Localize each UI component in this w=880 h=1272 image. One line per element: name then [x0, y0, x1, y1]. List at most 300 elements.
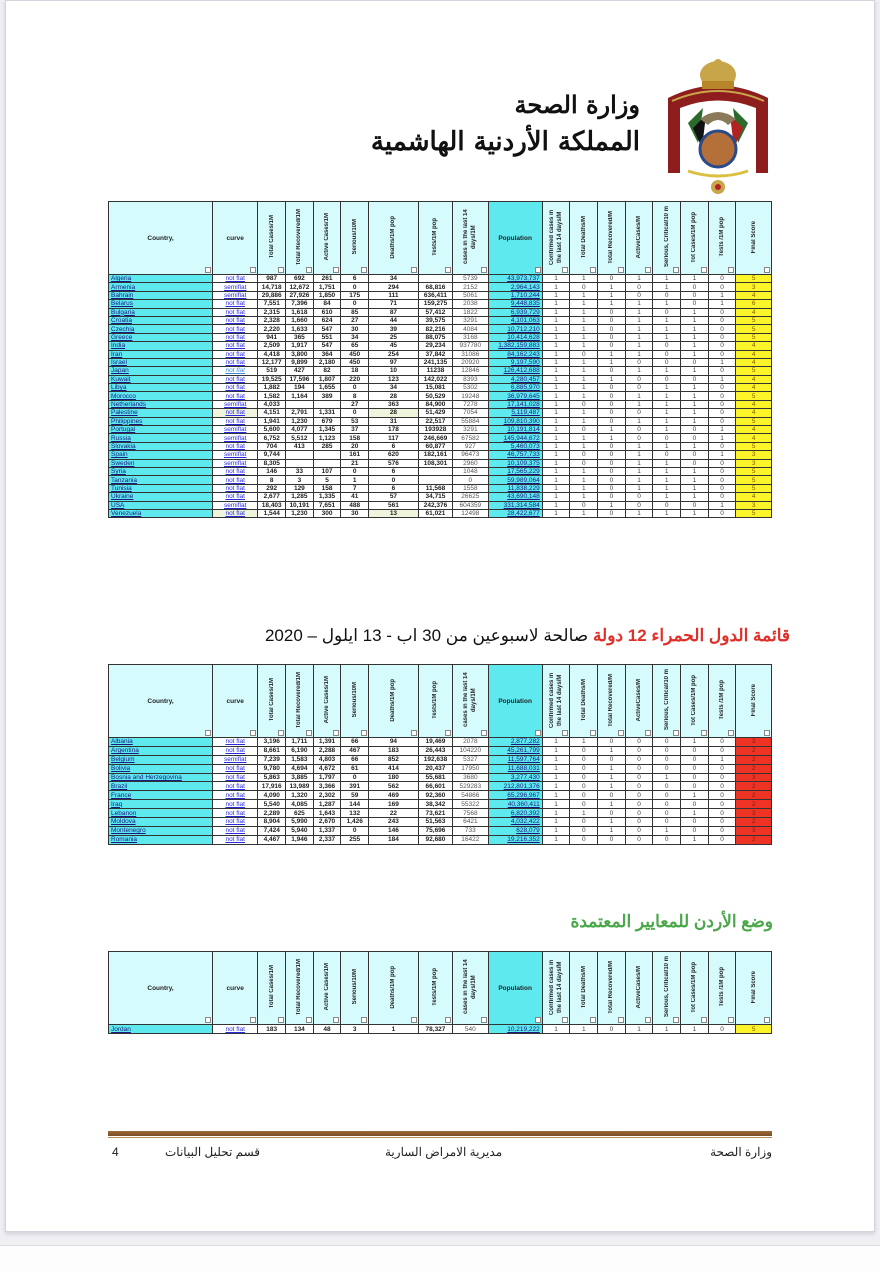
curve-link[interactable]: not flat	[213, 1025, 258, 1034]
country-link[interactable]: Venezuela	[109, 509, 213, 517]
country-link[interactable]: Bahrain	[109, 291, 213, 299]
column-header-activecases-m[interactable]	[625, 952, 653, 1025]
criterion-cell: 1	[681, 392, 709, 400]
column-header-total-recovered-1m[interactable]	[286, 665, 314, 738]
population-link[interactable]: 4,101,063	[488, 316, 542, 324]
column-header-tests-1m-pop[interactable]	[708, 202, 736, 275]
population-link[interactable]: 2,964,143	[488, 283, 542, 291]
curve-link[interactable]: not flat	[213, 800, 258, 809]
curve-link[interactable]: semiflat	[213, 451, 258, 459]
column-header-tot-cases-1m-pop[interactable]	[681, 952, 709, 1025]
column-header-total-deaths-m[interactable]	[570, 665, 598, 738]
country-link[interactable]: Slovakia	[109, 442, 213, 450]
population-link[interactable]: 3,277,430	[488, 773, 542, 782]
column-header-serious-10m[interactable]	[341, 202, 369, 275]
curve-link[interactable]: not flat	[213, 300, 258, 308]
country-link[interactable]: Spain	[109, 451, 213, 459]
population-link[interactable]: 11,597,764	[488, 755, 542, 764]
population-link[interactable]: 2,877,282	[488, 738, 542, 747]
country-link[interactable]: Belarus	[109, 300, 213, 308]
curve-link[interactable]: not flat	[213, 773, 258, 782]
filter-dropdown-icon[interactable]	[535, 1017, 541, 1023]
population-link[interactable]: 28,422,677	[488, 509, 542, 517]
filter-dropdown-icon[interactable]	[445, 730, 451, 736]
column-header-final-score[interactable]	[736, 952, 772, 1025]
population-link[interactable]: 10,219,222	[488, 1025, 542, 1034]
population-link[interactable]: 11,688,031	[488, 764, 542, 773]
population-link[interactable]: 10,109,375	[488, 459, 542, 467]
column-header-activecases-m[interactable]	[625, 202, 653, 275]
country-link[interactable]: Albania	[109, 738, 213, 747]
curve-link[interactable]: not flat	[213, 509, 258, 517]
country-link[interactable]: Croatia	[109, 316, 213, 324]
column-header-population[interactable]	[488, 202, 542, 275]
curve-link[interactable]: semiflat	[213, 400, 258, 408]
country-link[interactable]: Palestine	[109, 409, 213, 417]
column-header-serious-critical-10-m[interactable]	[653, 202, 681, 275]
population-link[interactable]: 10,414,628	[488, 333, 542, 341]
population-link[interactable]: 4,280,457	[488, 375, 542, 383]
population-link[interactable]: 43,973,737	[488, 275, 542, 283]
criterion-cell: 0	[681, 755, 709, 764]
curve-link[interactable]: semiflat	[213, 459, 258, 467]
population-link[interactable]: 17,141,028	[488, 400, 542, 408]
filter-dropdown-icon[interactable]	[278, 1017, 284, 1023]
country-link[interactable]: Argentina	[109, 746, 213, 755]
metric-cell: 146	[369, 826, 419, 835]
criterion-cell: 1	[570, 325, 598, 333]
metric-cell: 158	[313, 484, 341, 492]
final-score-cell: 4	[736, 308, 772, 316]
filter-dropdown-icon[interactable]	[645, 267, 651, 273]
criterion-cell: 0	[708, 417, 736, 425]
country-link[interactable]: Netherlands	[109, 400, 213, 408]
filter-dropdown-icon[interactable]	[764, 730, 770, 736]
filter-dropdown-icon[interactable]	[645, 1017, 651, 1023]
country-link[interactable]: USA	[109, 501, 213, 509]
column-header-country[interactable]	[109, 952, 213, 1025]
curve-link[interactable]: not flat	[213, 384, 258, 392]
column-header-total-deaths-m[interactable]	[570, 952, 598, 1025]
country-link[interactable]: Armenia	[109, 283, 213, 291]
curve-link[interactable]: not flat	[213, 342, 258, 350]
country-link[interactable]: Ukraine	[109, 493, 213, 501]
metric-cell: 28	[369, 392, 419, 400]
curve-link[interactable]: not flat	[213, 367, 258, 375]
population-link[interactable]: 45,261,799	[488, 746, 542, 755]
country-link[interactable]: Libya	[109, 384, 213, 392]
column-header-tot-cases-1m-pop[interactable]	[681, 202, 709, 275]
population-link[interactable]: 6,820,392	[488, 809, 542, 818]
metric-cell: 39,575	[418, 316, 452, 324]
metric-cell: 4,033	[258, 400, 286, 408]
country-link[interactable]: Belgium	[109, 755, 213, 764]
column-header-total-recovered-1m[interactable]	[286, 952, 314, 1025]
criterion-cell: 1	[570, 291, 598, 299]
filter-dropdown-icon[interactable]	[205, 267, 211, 273]
column-header-cases-in-the-last-14-days-1m[interactable]	[453, 952, 488, 1025]
filter-dropdown-icon[interactable]	[645, 730, 651, 736]
column-header-population[interactable]	[488, 952, 542, 1025]
filter-dropdown-icon[interactable]	[728, 267, 734, 273]
country-link[interactable]: Tunisia	[109, 484, 213, 492]
curve-link[interactable]: not flat	[213, 493, 258, 501]
metric-cell: 0	[341, 826, 369, 835]
curve-link[interactable]: not flat	[213, 358, 258, 366]
curve-link[interactable]: semiflat	[213, 434, 258, 442]
country-link[interactable]: Sweden	[109, 459, 213, 467]
cases-14d-cell: 927	[453, 442, 488, 450]
criterion-cell: 1	[598, 800, 626, 809]
population-link[interactable]: 5,460,073	[488, 442, 542, 450]
population-link[interactable]: 331,314,584	[488, 501, 542, 509]
curve-link[interactable]: semiflat	[213, 283, 258, 291]
country-link[interactable]: Bosnia and Herzegovina	[109, 773, 213, 782]
population-link[interactable]: 6,885,970	[488, 384, 542, 392]
population-link[interactable]: 145,944,672	[488, 434, 542, 442]
column-header-label: Population	[498, 234, 532, 242]
filter-dropdown-icon[interactable]	[411, 730, 417, 736]
curve-link[interactable]: not flat	[213, 764, 258, 773]
final-score-cell: 4	[736, 291, 772, 299]
filter-dropdown-icon[interactable]	[590, 267, 596, 273]
country-link[interactable]: Moldova	[109, 818, 213, 827]
metric-cell: 25	[369, 333, 419, 341]
curve-link[interactable]: not flat	[213, 308, 258, 316]
filter-dropdown-icon[interactable]	[562, 730, 568, 736]
country-link[interactable]: India	[109, 342, 213, 350]
population-link[interactable]: 10,191,814	[488, 426, 542, 434]
country-link[interactable]: Czechia	[109, 325, 213, 333]
column-header-final-score[interactable]	[736, 202, 772, 275]
population-link[interactable]: 9,448,835	[488, 300, 542, 308]
column-header-population[interactable]	[488, 665, 542, 738]
curve-link[interactable]: not flat	[213, 392, 258, 400]
column-header-active-cases-1m[interactable]	[313, 665, 341, 738]
column-header-tot-cases-1m-pop[interactable]	[681, 665, 709, 738]
metric-cell: 2,288	[313, 746, 341, 755]
column-header-label: Tests/1M pop	[432, 218, 439, 256]
column-header-curve[interactable]	[213, 952, 258, 1025]
curve-link[interactable]: semiflat	[213, 755, 258, 764]
curve-link[interactable]: not flat	[213, 442, 258, 450]
country-link[interactable]: Tanzania	[109, 476, 213, 484]
curve-link[interactable]: not flat	[213, 275, 258, 283]
country-link[interactable]: Morocco	[109, 392, 213, 400]
criterion-cell: 0	[681, 459, 709, 467]
population-link[interactable]: 36,979,645	[488, 392, 542, 400]
metric-cell: 28	[369, 409, 419, 417]
column-header-serious-critical-10-m[interactable]	[653, 952, 681, 1025]
metric-cell: 2,302	[313, 791, 341, 800]
column-header-serious-10m[interactable]	[341, 665, 369, 738]
metric-cell: 6	[369, 484, 419, 492]
curve-link[interactable]: not flat	[213, 746, 258, 755]
column-header-total-cases-1m[interactable]	[258, 952, 286, 1025]
population-link[interactable]: 4,032,422	[488, 818, 542, 827]
population-link[interactable]: 212,801,376	[488, 782, 542, 791]
population-link[interactable]: 11,838,229	[488, 484, 542, 492]
criterion-cell: 1	[598, 291, 626, 299]
table-row	[109, 459, 772, 467]
column-header-activecases-m[interactable]	[625, 665, 653, 738]
column-header-cases-in-the-last-14-days-1m[interactable]	[453, 665, 488, 738]
criterion-cell: 0	[598, 308, 626, 316]
filter-dropdown-icon[interactable]	[250, 730, 256, 736]
curve-link[interactable]: not flat	[213, 333, 258, 341]
country-link[interactable]: Brazil	[109, 782, 213, 791]
column-header-tests-1m-pop[interactable]	[708, 665, 736, 738]
metric-cell: 21	[341, 459, 369, 467]
column-header-tests-1m-pop[interactable]	[418, 202, 452, 275]
curve-link[interactable]: not flat	[213, 484, 258, 492]
curve-link[interactable]: not flat	[213, 375, 258, 383]
metric-cell: 182,161	[418, 451, 452, 459]
curve-link[interactable]: not flat	[213, 350, 258, 358]
filter-dropdown-icon[interactable]	[333, 730, 339, 736]
curve-link[interactable]: semiflat	[213, 426, 258, 434]
criterion-cell: 0	[708, 773, 736, 782]
filter-dropdown-icon[interactable]	[618, 730, 624, 736]
population-link[interactable]: 17,565,229	[488, 467, 542, 475]
filter-dropdown-icon[interactable]	[764, 267, 770, 273]
curve-link[interactable]: not flat	[213, 409, 258, 417]
filter-dropdown-icon[interactable]	[728, 1017, 734, 1023]
curve-link[interactable]: not flat	[213, 782, 258, 791]
column-header-confirmed-cases-in-the-last-14-days-m[interactable]	[542, 202, 570, 275]
filter-dropdown-icon[interactable]	[278, 730, 284, 736]
criterion-cell: 0	[708, 484, 736, 492]
country-link[interactable]: Bolivia	[109, 764, 213, 773]
country-link[interactable]: Iran	[109, 350, 213, 358]
metric-cell: 50,529	[418, 392, 452, 400]
filter-dropdown-icon[interactable]	[535, 267, 541, 273]
filter-dropdown-icon[interactable]	[361, 1017, 367, 1023]
population-link[interactable]: 59,989,064	[488, 476, 542, 484]
criterion-cell: 0	[653, 835, 681, 844]
population-link[interactable]: 10,712,210	[488, 325, 542, 333]
country-link[interactable]: Portugal	[109, 426, 213, 434]
population-link[interactable]: 628,079	[488, 826, 542, 835]
column-header-total-recovered-m[interactable]	[598, 665, 626, 738]
filter-dropdown-icon[interactable]	[411, 1017, 417, 1023]
metric-cell: 7,424	[258, 826, 286, 835]
criterion-cell: 1	[598, 746, 626, 755]
filter-dropdown-icon[interactable]	[306, 730, 312, 736]
population-link[interactable]: 5,119,487	[488, 409, 542, 417]
filter-dropdown-icon[interactable]	[445, 1017, 451, 1023]
metric-cell: 0	[341, 467, 369, 475]
population-link[interactable]: 43,690,148	[488, 493, 542, 501]
column-header-cases-in-the-last-14-days-1m[interactable]	[453, 202, 488, 275]
criterion-cell: 0	[570, 459, 598, 467]
country-link[interactable]: Lebanon	[109, 809, 213, 818]
country-link[interactable]: Syria	[109, 467, 213, 475]
metric-cell: 41	[341, 493, 369, 501]
cases-14d-cell: 20920	[453, 358, 488, 366]
filter-dropdown-icon[interactable]	[673, 267, 679, 273]
metric-cell: 3,196	[258, 738, 286, 747]
curve-link[interactable]: not flat	[213, 325, 258, 333]
cases-14d-cell: 8393	[453, 375, 488, 383]
column-header-total-recovered-1m[interactable]	[286, 202, 314, 275]
column-header-confirmed-cases-in-the-last-14-days-m[interactable]	[542, 952, 570, 1025]
column-header-label: Serious, Critical/10 m	[663, 669, 670, 731]
column-header-final-score[interactable]	[736, 665, 772, 738]
filter-dropdown-icon[interactable]	[562, 1017, 568, 1023]
filter-dropdown-icon[interactable]	[590, 730, 596, 736]
filter-dropdown-icon[interactable]	[481, 267, 487, 273]
column-header-curve[interactable]	[213, 665, 258, 738]
filter-dropdown-icon[interactable]	[278, 267, 284, 273]
final-score-cell: 5	[736, 316, 772, 324]
filter-dropdown-icon[interactable]	[306, 1017, 312, 1023]
filter-dropdown-icon[interactable]	[481, 1017, 487, 1023]
column-header-tests-1m-pop[interactable]	[418, 665, 452, 738]
country-link[interactable]: Iraq	[109, 800, 213, 809]
column-header-country[interactable]	[109, 202, 213, 275]
metric-cell: 3,800	[286, 350, 314, 358]
column-header-country[interactable]	[109, 665, 213, 738]
population-link[interactable]: 126,412,688	[488, 367, 542, 375]
metric-cell: 31	[369, 417, 419, 425]
curve-link[interactable]: not flat	[213, 826, 258, 835]
filter-dropdown-icon[interactable]	[361, 267, 367, 273]
filter-dropdown-icon[interactable]	[205, 730, 211, 736]
column-header-serious-critical-10-m[interactable]	[653, 665, 681, 738]
filter-dropdown-icon[interactable]	[333, 267, 339, 273]
filter-dropdown-icon[interactable]	[764, 1017, 770, 1023]
population-link[interactable]: 1,710,244	[488, 291, 542, 299]
metric-cell: 129	[286, 484, 314, 492]
column-header-tests-1m-pop[interactable]	[418, 952, 452, 1025]
country-link[interactable]: Russia	[109, 434, 213, 442]
filter-dropdown-icon[interactable]	[250, 1017, 256, 1023]
filter-dropdown-icon[interactable]	[445, 267, 451, 273]
criterion-cell: 0	[625, 818, 653, 827]
filter-dropdown-icon[interactable]	[306, 267, 312, 273]
population-link[interactable]: 9,197,590	[488, 358, 542, 366]
column-header-confirmed-cases-in-the-last-14-days-m[interactable]	[542, 665, 570, 738]
filter-dropdown-icon[interactable]	[701, 1017, 707, 1023]
curve-link[interactable]: not flat	[213, 417, 258, 425]
curve-link[interactable]: not flat	[213, 316, 258, 324]
criterion-cell: 1	[542, 342, 570, 350]
column-header-tests-1m-pop[interactable]	[708, 952, 736, 1025]
curve-link[interactable]: not flat	[213, 791, 258, 800]
filter-dropdown-icon[interactable]	[205, 1017, 211, 1023]
column-header-active-cases-1m[interactable]	[313, 952, 341, 1025]
criterion-cell: 0	[653, 764, 681, 773]
country-link[interactable]: Philippines	[109, 417, 213, 425]
criterion-cell: 0	[653, 308, 681, 316]
country-link[interactable]: France	[109, 791, 213, 800]
column-header-label: ActiveCases/M	[636, 215, 643, 259]
curve-link[interactable]: not flat	[213, 476, 258, 484]
criterion-cell: 1	[708, 291, 736, 299]
column-header-deaths-1m-pop[interactable]	[369, 952, 419, 1025]
country-link[interactable]: Greece	[109, 333, 213, 341]
metric-cell: 1,618	[286, 308, 314, 316]
column-header-total-cases-1m[interactable]	[258, 665, 286, 738]
country-link[interactable]: Japan	[109, 367, 213, 375]
country-link[interactable]: Jordan	[109, 1025, 213, 1034]
population-link[interactable]: 19,216,352	[488, 835, 542, 844]
filter-dropdown-icon[interactable]	[250, 267, 256, 273]
country-link[interactable]: Bulgaria	[109, 308, 213, 316]
column-header-total-cases-1m[interactable]	[258, 202, 286, 275]
curve-link[interactable]: not flat	[213, 738, 258, 747]
metric-cell: 391	[341, 782, 369, 791]
filter-dropdown-icon[interactable]	[535, 730, 541, 736]
population-link[interactable]: 1,382,159,883	[488, 342, 542, 350]
criterion-cell: 1	[625, 417, 653, 425]
final-score-cell: 4	[736, 409, 772, 417]
curve-link[interactable]: not flat	[213, 818, 258, 827]
column-header-label: Total Cases/1M	[268, 678, 275, 722]
population-link[interactable]: 84,162,243	[488, 350, 542, 358]
column-header-serious-10m[interactable]	[341, 952, 369, 1025]
criterion-cell: 1	[542, 791, 570, 800]
column-header-deaths-1m-pop[interactable]	[369, 202, 419, 275]
filter-dropdown-icon[interactable]	[673, 1017, 679, 1023]
table-row	[109, 791, 772, 800]
curve-link[interactable]: not flat	[213, 467, 258, 475]
curve-link[interactable]: not flat	[213, 835, 258, 844]
filter-dropdown-icon[interactable]	[590, 1017, 596, 1023]
population-link[interactable]: 6,939,729	[488, 308, 542, 316]
cases-14d-cell: 7568	[453, 809, 488, 818]
population-link[interactable]: 65,296,967	[488, 791, 542, 800]
filter-dropdown-icon[interactable]	[701, 730, 707, 736]
filter-dropdown-icon[interactable]	[411, 267, 417, 273]
filter-dropdown-icon[interactable]	[618, 267, 624, 273]
footer-department: قسم تحليل البيانات	[165, 1145, 261, 1159]
final-score-cell: 4	[736, 384, 772, 392]
country-link[interactable]: Israel	[109, 358, 213, 366]
country-link[interactable]: Romania	[109, 835, 213, 844]
criterion-cell: 1	[570, 509, 598, 517]
filter-dropdown-icon[interactable]	[361, 730, 367, 736]
population-link[interactable]: 109,810,390	[488, 417, 542, 425]
column-header-total-deaths-m[interactable]	[570, 202, 598, 275]
country-link[interactable]: Montenegro	[109, 826, 213, 835]
filter-dropdown-icon[interactable]	[618, 1017, 624, 1023]
metric-cell: 11,568	[418, 484, 452, 492]
filter-dropdown-icon[interactable]	[673, 730, 679, 736]
curve-link[interactable]: semiflat	[213, 291, 258, 299]
column-header-deaths-1m-pop[interactable]	[369, 665, 419, 738]
column-header-curve[interactable]	[213, 202, 258, 275]
filter-dropdown-icon[interactable]	[728, 730, 734, 736]
column-header-total-recovered-m[interactable]	[598, 952, 626, 1025]
filter-dropdown-icon[interactable]	[481, 730, 487, 736]
country-link[interactable]: Algeria	[109, 275, 213, 283]
filter-dropdown-icon[interactable]	[333, 1017, 339, 1023]
criterion-cell: 0	[598, 1025, 626, 1034]
curve-link[interactable]: not flat	[213, 809, 258, 818]
country-link[interactable]: Kuwait	[109, 375, 213, 383]
criterion-cell: 0	[598, 509, 626, 517]
column-header-active-cases-1m[interactable]	[313, 202, 341, 275]
footer-divider-thin	[108, 1137, 772, 1138]
population-link[interactable]: 40,360,411	[488, 800, 542, 809]
filter-dropdown-icon[interactable]	[562, 267, 568, 273]
column-header-total-recovered-m[interactable]	[598, 202, 626, 275]
filter-dropdown-icon[interactable]	[701, 267, 707, 273]
curve-link[interactable]: semiflat	[213, 501, 258, 509]
population-link[interactable]: 46,757,733	[488, 451, 542, 459]
